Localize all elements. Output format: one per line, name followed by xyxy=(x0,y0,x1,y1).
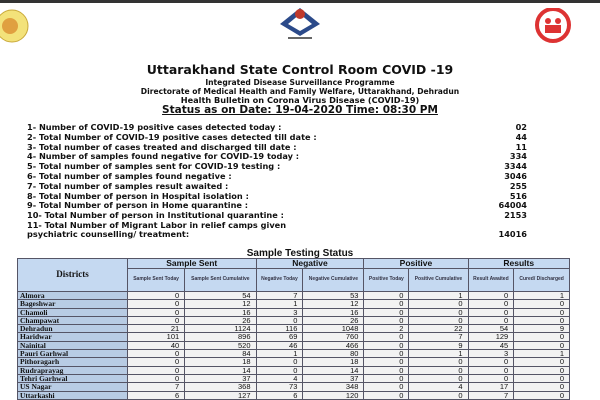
cell-value: 2 xyxy=(364,325,409,333)
district-name: Rudraprayag xyxy=(18,366,128,374)
group-header: Negative xyxy=(256,259,364,269)
group-header: Sample Sent xyxy=(128,259,257,269)
summary-value: 3046 xyxy=(504,170,527,181)
summary-value: 11 xyxy=(515,141,527,152)
group-header: Positive xyxy=(364,259,468,269)
cell-value: 7 xyxy=(128,383,185,391)
bulletin-subtitle: Health Bulletin on Corona Virus Disease (COVID-19) xyxy=(180,95,420,105)
cell-value: 0 xyxy=(364,358,409,366)
cell-value: 127 xyxy=(185,391,256,399)
summary-label: 8- Total Number of person in Hospital isolation : xyxy=(27,190,249,201)
cell-value: 14 xyxy=(303,366,364,374)
cell-value: 22 xyxy=(409,325,468,333)
cell-value: 760 xyxy=(303,333,364,341)
sample-testing-table xyxy=(17,258,570,400)
cell-value: 37 xyxy=(185,374,256,382)
cell-value: 129 xyxy=(468,333,514,341)
cell-value: 40 xyxy=(128,341,185,349)
cell-value: 1 xyxy=(514,350,570,358)
cell-value: 0 xyxy=(409,374,468,382)
cell-value: 0 xyxy=(364,383,409,391)
summary-value: 2153 xyxy=(504,210,527,221)
district-name: Pithoragarh xyxy=(18,358,128,366)
cell-value: 348 xyxy=(303,383,364,391)
cell-value: 116 xyxy=(256,325,303,333)
cell-value: 0 xyxy=(514,391,570,399)
cell-value: 0 xyxy=(514,341,570,349)
cell-value: 3 xyxy=(256,308,303,316)
summary-value: 255 xyxy=(509,180,527,191)
cell-value: 0 xyxy=(468,316,514,324)
cell-value: 1 xyxy=(514,292,570,300)
summary-list xyxy=(27,123,527,240)
table-row xyxy=(18,358,570,366)
cell-value: 368 xyxy=(185,383,256,391)
cell-value: 466 xyxy=(303,341,364,349)
cell-value: 0 xyxy=(409,391,468,399)
cell-value: 0 xyxy=(468,366,514,374)
cell-value: 0 xyxy=(128,350,185,358)
cell-value: 0 xyxy=(514,308,570,316)
summary-label: 6- Total number of samples found negative : xyxy=(27,170,232,181)
cell-value: 0 xyxy=(468,292,514,300)
cell-value: 16 xyxy=(185,308,256,316)
cell-value: 7 xyxy=(409,333,468,341)
column-header: Positive Cumulative xyxy=(409,269,468,292)
cell-value: 0 xyxy=(514,374,570,382)
cell-value: 0 xyxy=(364,391,409,399)
cell-value: 69 xyxy=(256,333,303,341)
cell-value: 45 xyxy=(468,341,514,349)
national-health-mission-logo xyxy=(533,8,573,44)
cell-value: 84 xyxy=(185,350,256,358)
cell-value: 1 xyxy=(409,350,468,358)
cell-value: 0 xyxy=(468,374,514,382)
cell-value: 0 xyxy=(364,316,409,324)
summary-label: 1- Number of COVID-19 positive cases detected today : xyxy=(27,122,282,132)
cell-value: 0 xyxy=(364,350,409,358)
cell-value: 0 xyxy=(409,316,468,324)
column-header: Result Awaited xyxy=(468,269,514,292)
cell-value: 4 xyxy=(409,383,468,391)
column-header: Sample Sent Cumulative xyxy=(185,269,256,292)
district-name: Bageshwar xyxy=(18,300,128,308)
cell-value: 0 xyxy=(514,383,570,391)
cell-value: 0 xyxy=(128,358,185,366)
cell-value: 73 xyxy=(256,383,303,391)
cell-value: 26 xyxy=(303,316,364,324)
cell-value: 0 xyxy=(409,300,468,308)
cell-value: 0 xyxy=(514,358,570,366)
cell-value: 3 xyxy=(468,350,514,358)
cell-value: 1 xyxy=(256,350,303,358)
summary-label: 10- Total Number of person in Institutional quarantine : xyxy=(27,210,284,221)
summary-label: 5- Total number of samples sent for COVID-19 testing : xyxy=(27,161,281,172)
cell-value: 0 xyxy=(514,366,570,374)
summary-value: 516 xyxy=(509,190,527,201)
cell-value: 0 xyxy=(364,341,409,349)
programme-name: Integrated Disease Surveillance Programme xyxy=(205,78,395,87)
cell-value: 0 xyxy=(128,308,185,316)
cell-value: 6 xyxy=(256,391,303,399)
cell-value: 0 xyxy=(364,366,409,374)
cell-value: 18 xyxy=(303,358,364,366)
district-name: US Nagar xyxy=(18,383,128,391)
cell-value: 0 xyxy=(128,300,185,308)
summary-value: 44 xyxy=(515,131,527,142)
bulletin-title: Uttarakhand State Control Room COVID -19 xyxy=(146,62,454,77)
district-name: Champawat xyxy=(18,316,128,324)
cell-value: 0 xyxy=(364,308,409,316)
cell-value: 9 xyxy=(514,325,570,333)
cell-value: 0 xyxy=(256,358,303,366)
top-border xyxy=(0,0,600,3)
summary-label: 9- Total Number of person in Home quarantine : xyxy=(27,200,249,211)
cell-value: 0 xyxy=(364,300,409,308)
cell-value: 101 xyxy=(128,333,185,341)
district-name: Uttarkashi xyxy=(18,391,128,399)
cell-value: 7 xyxy=(468,391,514,399)
summary-label: 7- Total number of samples result awaited : xyxy=(27,180,229,191)
district-name: Nainital xyxy=(18,341,128,349)
cell-value: 896 xyxy=(185,333,256,341)
cell-value: 0 xyxy=(128,316,185,324)
table-title: Sample Testing Status xyxy=(246,248,354,259)
cell-value: 0 xyxy=(514,300,570,308)
cell-value: 14 xyxy=(185,366,256,374)
directorate-name: Directorate of Medical Health and Family Welfare, Uttarakhand, Dehradun xyxy=(140,87,460,96)
health-department-logo xyxy=(0,8,40,44)
column-header: Negative Cumulative xyxy=(303,269,364,292)
cell-value: 0 xyxy=(468,358,514,366)
table-row xyxy=(18,300,570,308)
cell-value: 0 xyxy=(128,292,185,300)
cell-value: 0 xyxy=(468,308,514,316)
district-name: Haridwar xyxy=(18,333,128,341)
district-name: Dehradun xyxy=(18,325,128,333)
summary-label: 4- Number of samples found negative for COVID-19 today : xyxy=(27,151,300,162)
cell-value: 120 xyxy=(303,391,364,399)
column-header: Negative Today xyxy=(256,269,303,292)
cell-value: 80 xyxy=(303,350,364,358)
cell-value: 7 xyxy=(256,292,303,300)
summary-value: 3344 xyxy=(504,161,527,172)
cell-value: 0 xyxy=(256,316,303,324)
cell-value: 54 xyxy=(468,325,514,333)
cell-value: 4 xyxy=(256,374,303,382)
cell-value: 0 xyxy=(128,366,185,374)
table-row xyxy=(18,391,570,399)
cell-value: 6 xyxy=(128,391,185,399)
district-name: Pauri Garhwal xyxy=(18,350,128,358)
cell-value: 1048 xyxy=(303,325,364,333)
cell-value: 520 xyxy=(185,341,256,349)
summary-label: 11- Total Number of Migrant Labor in relief camps given psychiatric counselling/ treatment: xyxy=(27,219,287,240)
cell-value: 0 xyxy=(364,292,409,300)
cell-value: 0 xyxy=(514,333,570,341)
cell-value: 12 xyxy=(185,300,256,308)
cell-value: 0 xyxy=(514,316,570,324)
cell-value: 37 xyxy=(303,374,364,382)
summary-label: 2- Total Number of COVID-19 positive cases detected till date : xyxy=(27,131,317,142)
cell-value: 0 xyxy=(409,358,468,366)
cell-value: 21 xyxy=(128,325,185,333)
cell-value: 17 xyxy=(468,383,514,391)
cell-value: 0 xyxy=(128,374,185,382)
uttarakhand-government-logo xyxy=(262,6,338,42)
cell-value: 0 xyxy=(364,374,409,382)
table-row xyxy=(18,383,570,391)
column-header: Cured/ Discharged xyxy=(514,269,570,292)
district-name: Tehri Garhwal xyxy=(18,374,128,382)
summary-label: 3- Total number of cases treated and discharged till date : xyxy=(27,141,297,152)
district-name: Chamoli xyxy=(18,308,128,316)
cell-value: 0 xyxy=(409,366,468,374)
status-datetime: Status as on Date: 19-04-2020 Time: 08:30 PM xyxy=(162,104,438,116)
summary-value: 02 xyxy=(515,122,527,132)
summary-value: 334 xyxy=(509,151,527,162)
cell-value: 1 xyxy=(256,300,303,308)
summary-item xyxy=(27,221,527,240)
cell-value: 46 xyxy=(256,341,303,349)
cell-value: 0 xyxy=(256,366,303,374)
cell-value: 54 xyxy=(185,292,256,300)
cell-value: 9 xyxy=(409,341,468,349)
cell-value: 12 xyxy=(303,300,364,308)
cell-value: 0 xyxy=(468,300,514,308)
column-header: Positive Today xyxy=(364,269,409,292)
cell-value: 0 xyxy=(364,333,409,341)
group-header: Results xyxy=(468,259,569,269)
district-name: Almora xyxy=(18,292,128,300)
cell-value: 53 xyxy=(303,292,364,300)
cell-value: 26 xyxy=(185,316,256,324)
cell-value: 1 xyxy=(409,292,468,300)
cell-value: 1124 xyxy=(185,325,256,333)
cell-value: 18 xyxy=(185,358,256,366)
cell-value: 16 xyxy=(303,308,364,316)
summary-value: 14016 xyxy=(498,229,527,240)
column-header: Sample Sent Today xyxy=(128,269,185,292)
cell-value: 0 xyxy=(409,308,468,316)
districts-header: Districts xyxy=(18,259,128,292)
summary-value: 64004 xyxy=(498,200,527,211)
